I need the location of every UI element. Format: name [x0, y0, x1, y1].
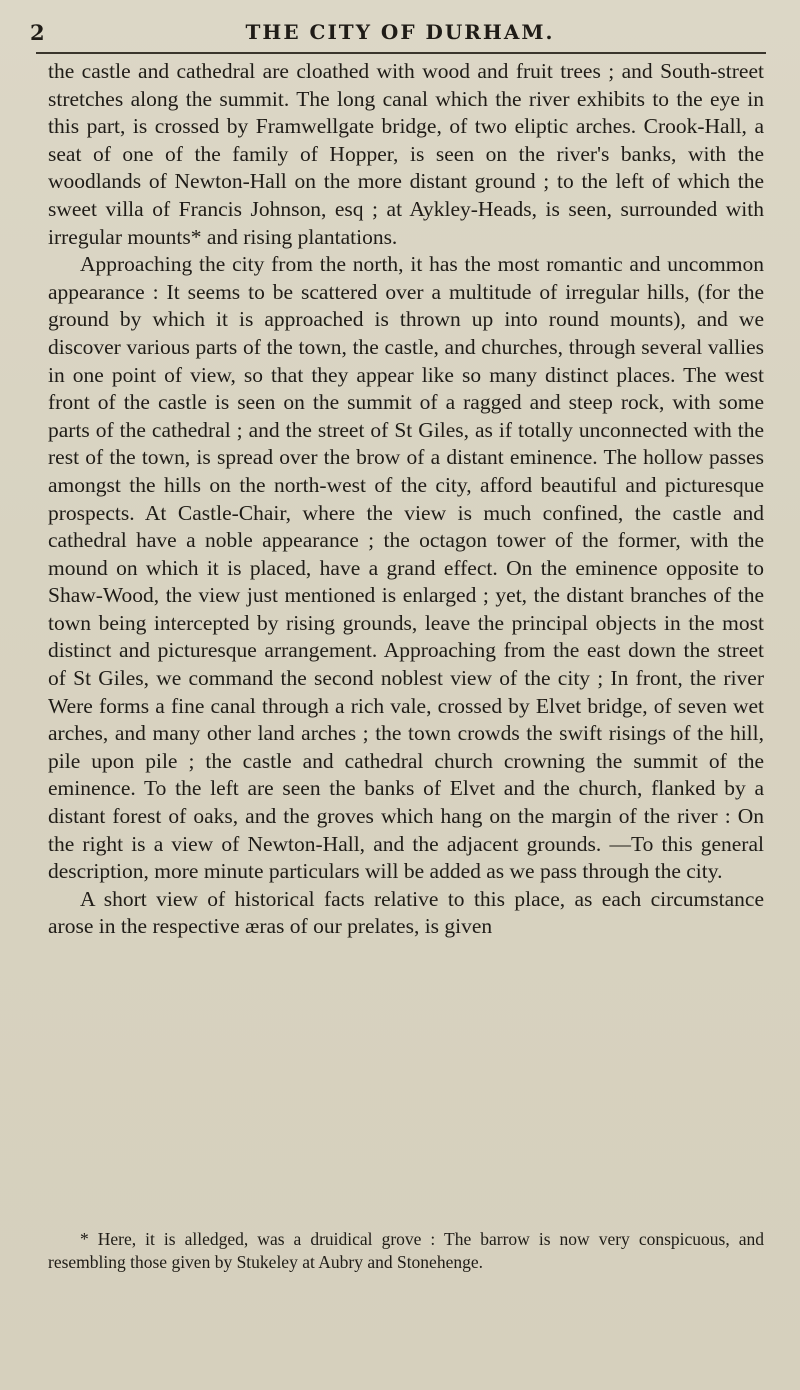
page-number: 2: [30, 20, 45, 45]
running-head: THE CITY OF DURHAM.: [245, 20, 555, 44]
header-rule: [36, 52, 766, 54]
paragraph-continuation: the castle and cathedral are cloathed with wood and fruit trees ; and South-street stretches along the summit. The long canal which the river exhibits to the eye in this part, is crossed by Framwellgate bridge, of two eliptic arches. Crook-Hall, a seat of one of the family of Hopper, is seen on the river's banks, with the woodlands of Newton-Hall on the more distant ground ; to the left of which the sweet villa of Francis Johnson, esq ; at Aykley-Heads, is seen, surrounded with irregular mounts* and rising plantations.: [48, 59, 764, 249]
page-header: [0, 20, 800, 48]
body-text: [48, 58, 764, 941]
paragraph-approach-north: Approaching the city from the north, it has the most romantic and uncommon appearance : It seems to be scattered over a multitude of irregular hills, (for the ground by which it is approached is thrown up into round mounts), and we discover various parts of the town, the castle, and churches, through several vallies in one point of view, so that they appear like so many distinct places. The west front of the castle is seen on the summit of a ragged and steep rock, with some parts of the cathedral ; and the street of St Giles, as if totally unconnected with the rest of the town, is spread over the brow of a distant eminence. The hollow passes amongst the hills on the north-west of the city, afford beautiful and picturesque prospects. At Castle-Chair, where the view is much confined, the castle and cathedral have a noble appearance ; the octagon tower of the former, with the mound on which it is placed, have a grand effect. On the eminence opposite to Shaw-Wood, the view just mentioned is enlarged ; yet, the distant branches of the town being intercepted by rising grounds, leave the principal objects in the most distinct and picturesque arrangement. Approaching from the east down the street of St Giles, we command the second noblest view of the city ; In front, the river Were forms a fine canal through a rich vale, crossed by Elvet bridge, of seven wet arches, and many other land arches ; the town crowds the swift risings of the hill, pile upon pile ; the castle and cathedral church crowning the summit of the eminence. To the left are seen the banks of Elvet and the church, flanked by a distant forest of oaks, and the groves which hang on the margin of the river : On the right is a view of Newton-Hall, and the adjacent grounds. —To this general description, more minute particulars will be added as we pass through the city.: [48, 252, 764, 884]
paragraph-historical-view: A short view of historical facts relative to this place, as each circumstance arose in the respective æras of our prelates, is given: [48, 886, 764, 939]
footnote: * Here, it is alledged, was a druidical grove : The barrow is now very conspicuous, and resembling those given by Stukeley at Aubry and Stonehenge.: [48, 1229, 764, 1272]
